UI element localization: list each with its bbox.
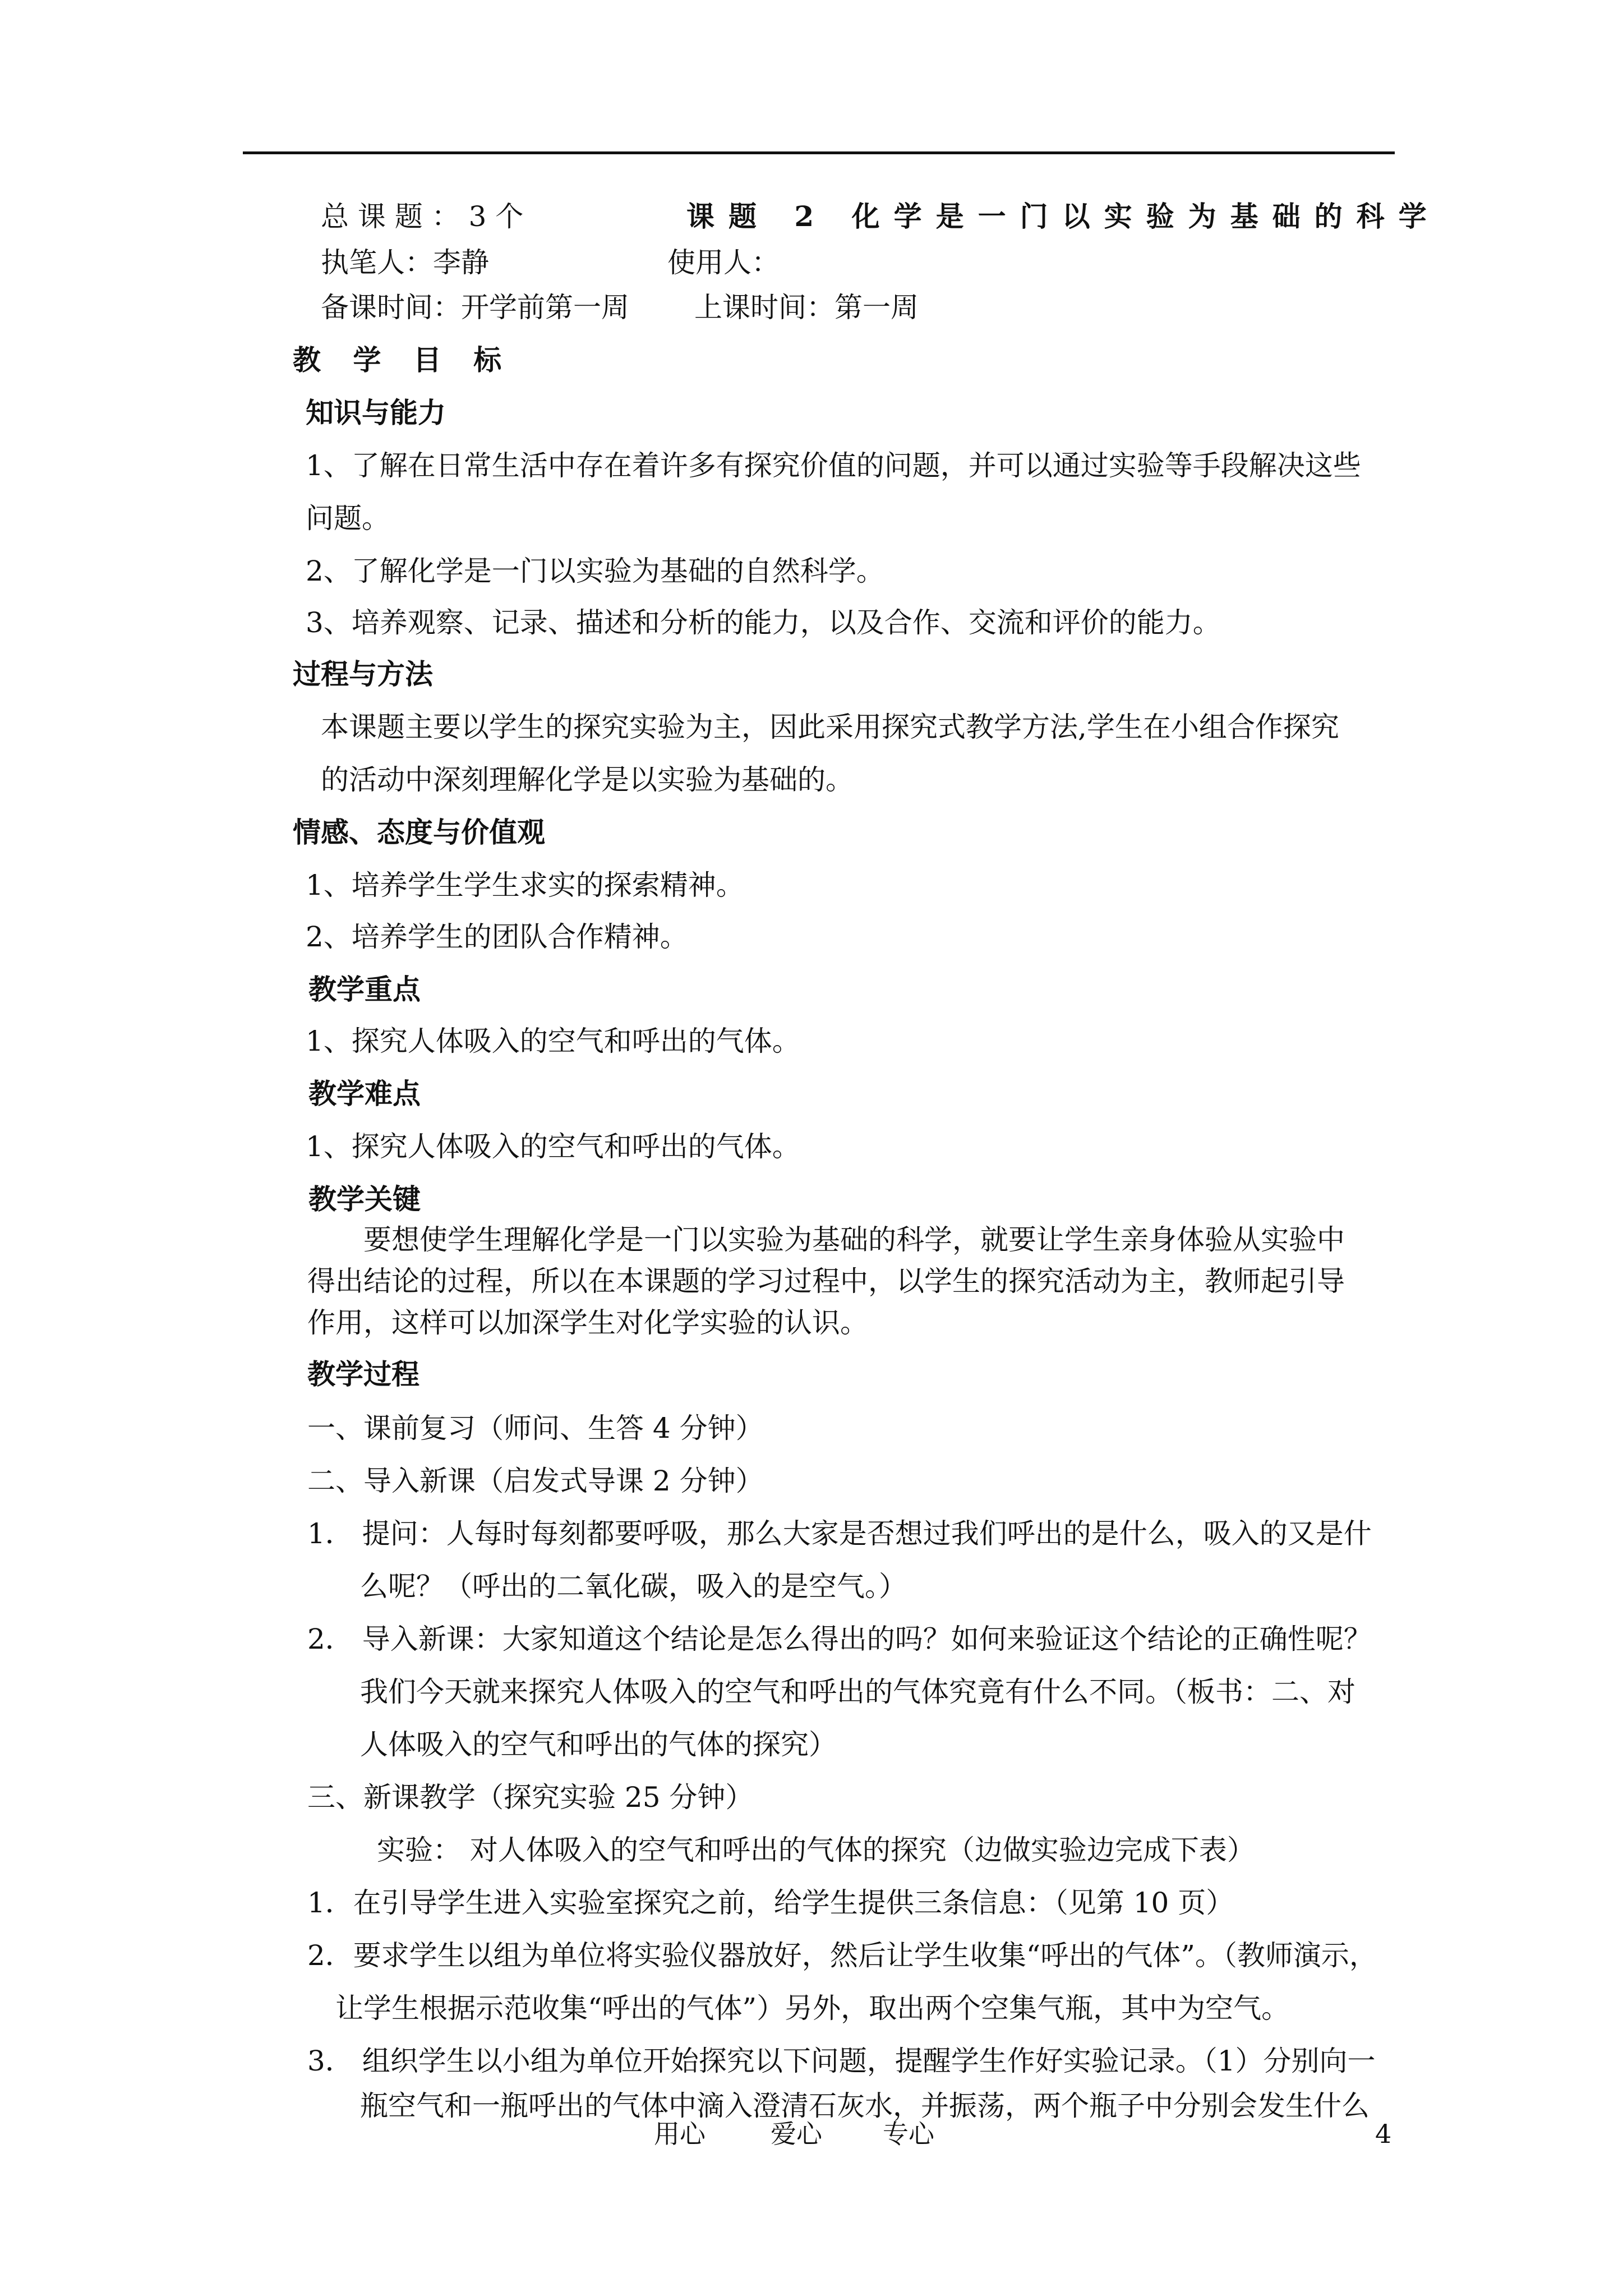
total-topics: 总 课 题 ： 3 个 xyxy=(321,200,524,233)
header-rule xyxy=(243,151,1395,154)
step-2-item-2-line-1: 2． 导入新课：大家知道这个结论是怎么得出的吗？如何来验证这个结论的正确性呢？ xyxy=(307,1623,1372,1655)
step-3-item-2-line-1: 2．要求学生以组为单位将实验仪器放好，然后让学生收集“呼出的气体”。（教师演示， xyxy=(307,1939,1377,1972)
user: 使用人： xyxy=(667,246,780,279)
difficulty-heading: 教学难点 xyxy=(308,1077,421,1110)
author: 执笔人：李静 xyxy=(321,246,489,279)
key-point-1: 1、探究人体吸入的空气和呼出的气体。 xyxy=(306,1025,800,1057)
emotion-item-1: 1、培养学生学生求实的探索精神。 xyxy=(306,869,744,901)
critical-line-2: 得出结论的过程，所以在本课题的学习过程中，以学生的探究活动为主，教师起引导 xyxy=(307,1265,1345,1297)
step-3-item-3-line-2: 瓶空气和一瓶呼出的气体中滴入澄清石灰水，并振荡，两个瓶子中分别会发生什么 xyxy=(360,2090,1370,2122)
step-2-item-2-line-3: 人体吸入的空气和呼出的气体的探究） xyxy=(360,1728,837,1761)
process-heading: 过程与方法 xyxy=(293,657,433,691)
topic-title: 课题 2 化学是一门以实验为基础的科学 xyxy=(686,200,1441,233)
footer-motto-3: 专心 xyxy=(883,2119,934,2149)
procedure-step-2: 二、导入新课（启发式导课 2 分钟） xyxy=(307,1465,764,1497)
critical-line-1: 要想使学生理解化学是一门以实验为基础的科学，就要让学生亲身体验从实验中 xyxy=(363,1223,1345,1256)
knowledge-heading: 知识与能力 xyxy=(306,396,446,429)
critical-line-3: 作用，这样可以加深学生对化学实验的认识。 xyxy=(307,1306,868,1339)
critical-heading: 教学关键 xyxy=(308,1182,421,1216)
knowledge-item-1-line-2: 问题。 xyxy=(306,502,390,535)
footer-motto-2: 爱心 xyxy=(771,2119,822,2149)
prep-time: 备课时间：开学前第一周 xyxy=(321,291,629,324)
step-2-item-1-line-2: 么呢？（呼出的二氧化碳，吸入的是空气。） xyxy=(360,1570,907,1603)
difficulty-1: 1、探究人体吸入的空气和呼出的气体。 xyxy=(306,1130,800,1163)
experiment-line: 实验： 对人体吸入的空气和呼出的气体的探究（边做实验边完成下表） xyxy=(377,1834,1255,1866)
procedure-heading: 教学过程 xyxy=(307,1358,419,1391)
step-3-item-1: 1．在引导学生进入实验室探究之前，给学生提供三条信息：（见第 10 页） xyxy=(307,1887,1234,1919)
page-number: 4 xyxy=(1375,2119,1392,2149)
procedure-step-3: 三、新课教学（探究实验 25 分钟） xyxy=(307,1781,754,1814)
step-2-item-2-line-2: 我们今天就来探究人体吸入的空气和呼出的气体究竟有什么不同。（板书：二、对 xyxy=(360,1676,1355,1708)
footer-motto-1: 用心 xyxy=(654,2119,706,2149)
step-3-item-2-line-2: 让学生根据示范收集“呼出的气体”）另外，取出两个空集气瓶，其中为空气。 xyxy=(335,1992,1290,2024)
knowledge-item-2: 2、了解化学是一门以实验为基础的自然科学。 xyxy=(306,555,884,587)
emotion-heading: 情感、态度与价值观 xyxy=(293,816,545,849)
process-line-2: 的活动中深刻理解化学是以实验为基础的。 xyxy=(321,763,854,796)
knowledge-item-1-line-1: 1、了解在日常生活中存在着许多有探究价值的问题，并可以通过实验等手段解决这些 xyxy=(306,449,1361,482)
goals-heading: 教 学 目 标 xyxy=(293,343,513,376)
procedure-step-1: 一、课前复习（师问、生答 4 分钟） xyxy=(307,1412,764,1444)
emotion-item-2: 2、培养学生的团队合作精神。 xyxy=(306,921,688,953)
knowledge-item-3: 3、培养观察、记录、描述和分析的能力，以及合作、交流和评价的能力。 xyxy=(306,606,1221,639)
step-3-item-3-line-1: 3． 组织学生以小组为单位开始探究以下问题，提醒学生作好实验记录。（1）分别向一 xyxy=(307,2045,1376,2077)
class-time: 上课时间：第一周 xyxy=(694,291,919,324)
key-points-heading: 教学重点 xyxy=(308,973,421,1006)
step-2-item-1-line-1: 1． 提问：人每时每刻都要呼吸，那么大家是否想过我们呼出的是什么，吸入的又是什 xyxy=(307,1517,1372,1550)
process-line-1: 本课题主要以学生的探究实验为主，因此采用探究式教学方法,学生在小组合作探究 xyxy=(321,711,1339,743)
